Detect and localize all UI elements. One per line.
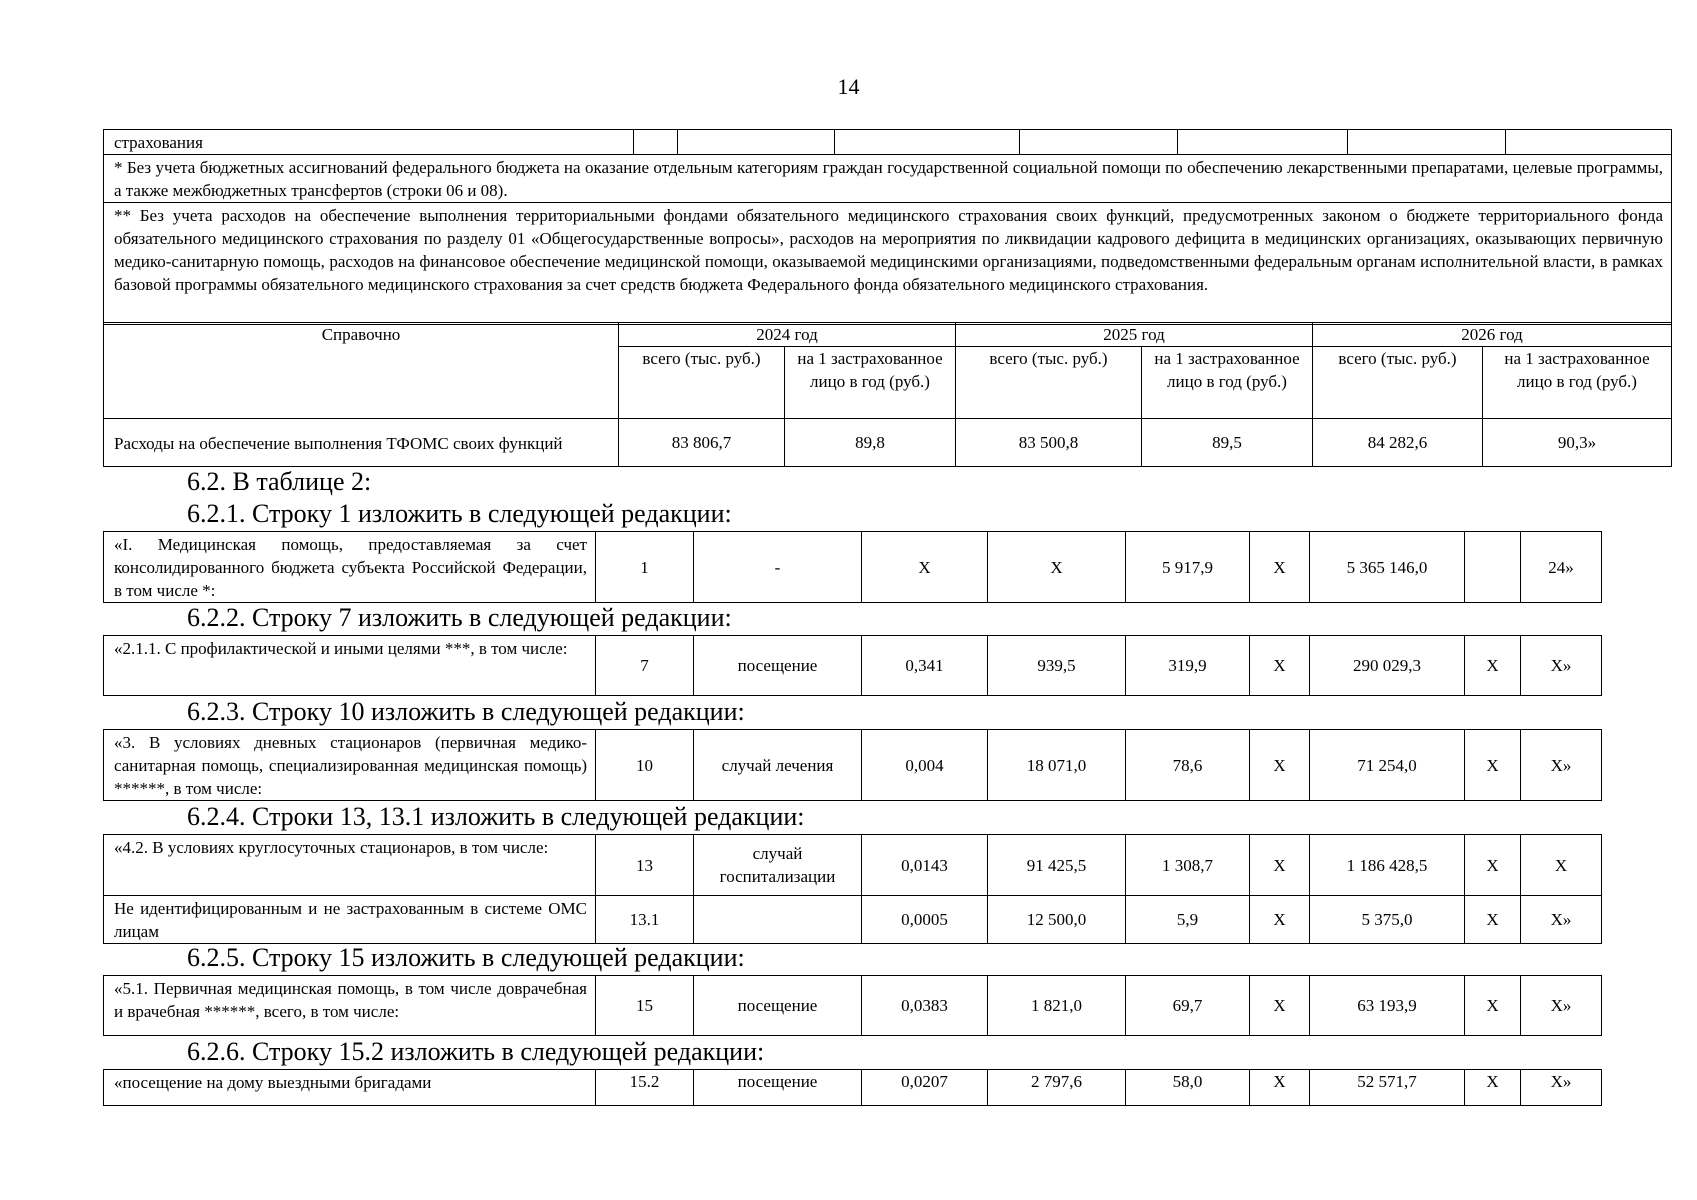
subheader-per-insured: на 1 застрахованное лицо в год (руб.) [785, 347, 956, 419]
row-cell [694, 896, 862, 944]
row-cell: - [694, 532, 862, 603]
row-cell: 5,9 [1126, 896, 1250, 944]
row-cell: X [1465, 636, 1521, 696]
year-2025: 2025 год [956, 323, 1313, 347]
heading-6-2-4: 6.2.4. Строки 13, 13.1 изложить в следующей редакции: [187, 802, 805, 831]
row-cell: 18 071,0 [988, 730, 1126, 801]
row-cell: X [862, 532, 988, 603]
row-label: «I. Медицинская помощь, предоставляемая за счет консолидированного бюджета субъекта Российской Федерации, в том числе *: [104, 532, 596, 603]
value-cell: 90,3» [1483, 419, 1672, 467]
heading-6-2-3: 6.2.3. Строку 10 изложить в следующей редакции: [187, 697, 745, 726]
reference-header-label: Справочно [104, 323, 619, 419]
row-cell: X [1465, 1070, 1521, 1106]
row-cell: 15.2 [596, 1070, 694, 1106]
row-cell: X [1465, 976, 1521, 1036]
subheader-total: всего (тыс. руб.) [1313, 347, 1483, 419]
row-table-7 [103, 635, 1602, 696]
row-cell: 319,9 [1126, 636, 1250, 696]
subheader-per-insured: на 1 застрахованное лицо в год (руб.) [1142, 347, 1313, 419]
year-2026: 2026 год [1313, 323, 1672, 347]
row-cell: X» [1521, 1070, 1602, 1106]
row-label: «5.1. Первичная медицинская помощь, в том числе доврачебная и врачебная ******, всего, в том числе: [104, 976, 596, 1036]
row-table-13 [103, 834, 1602, 944]
heading-6-2-2: 6.2.2. Строку 7 изложить в следующей редакции: [187, 603, 732, 632]
row-cell: посещение [694, 976, 862, 1036]
row-cell: X [1465, 730, 1521, 801]
row-cell: 78,6 [1126, 730, 1250, 801]
row-cell [1465, 532, 1521, 603]
value-cell: 84 282,6 [1313, 419, 1483, 467]
row-table-1 [103, 531, 1602, 603]
row-table-15 [103, 975, 1602, 1036]
row-cell: X [1250, 532, 1310, 603]
row-cell: 15 [596, 976, 694, 1036]
row-cell: 1 [596, 532, 694, 603]
row-cell: 7 [596, 636, 694, 696]
row-cell: X» [1521, 976, 1602, 1036]
row-cell: 0,0143 [862, 835, 988, 896]
row-label: «2.1.1. С профилактической и иными целями ***, в том числе: [104, 636, 596, 696]
row-cell: X [1250, 835, 1310, 896]
row-cell: 24» [1521, 532, 1602, 603]
heading-6-2-6: 6.2.6. Строку 15.2 изложить в следующей редакции: [187, 1037, 765, 1066]
row-cell: X [1521, 835, 1602, 896]
row-cell: 5 365 146,0 [1310, 532, 1465, 603]
footnote-2: ** Без учета расходов на обеспечение выполнения территориальными фондами обязательного медицинского страхования своих функций, предусмотренных законом о бюджете территориального фонда обязательного медицинского страхования по разделу 01 «Общегосударственные вопросы», расходов на мероприятия по ликвидации кадрового дефицита в медицинских организациях, оказывающих первичную медико-санитарную помощь, расходов на финансовое обеспечение медицинской помощи, оказываемой медицинскими организациями, подведомственными федеральным органам исполнительной власти, в рамках базовой программы обязательного медицинского страхования за счет средств бюджета Федерального фонда обязательного медицинского страхования. [104, 203, 1672, 325]
row-cell: посещение [694, 1070, 862, 1106]
continuation-table [103, 129, 1672, 325]
row-cell: случай лечения [694, 730, 862, 801]
row-cell: 13.1 [596, 896, 694, 944]
row-cell: 52 571,7 [1310, 1070, 1465, 1106]
row-table-10 [103, 729, 1602, 801]
row-cell: 1 821,0 [988, 976, 1126, 1036]
row-label: «3. В условиях дневных стационаров (первичная медико-санитарная помощь, специализированная медицинская помощь) ******, в том числе: [104, 730, 596, 801]
row-cell: X [1250, 976, 1310, 1036]
row-label: «посещение на дому выездными бригадами [104, 1070, 596, 1106]
row-cell: 63 193,9 [1310, 976, 1465, 1036]
row-cell: X» [1521, 896, 1602, 944]
row-cell: 0,341 [862, 636, 988, 696]
row-cell: 939,5 [988, 636, 1126, 696]
value-cell: 83 500,8 [956, 419, 1142, 467]
row-cell: 0,0005 [862, 896, 988, 944]
subheader-per-insured: на 1 застрахованное лицо в год (руб.) [1483, 347, 1672, 419]
heading-6-2-5: 6.2.5. Строку 15 изложить в следующей редакции: [187, 943, 745, 972]
heading-6-2-1: 6.2.1. Строку 1 изложить в следующей редакции: [187, 499, 732, 528]
row-cell: 1 186 428,5 [1310, 835, 1465, 896]
row-cell: 91 425,5 [988, 835, 1126, 896]
row-cell: X [1250, 1070, 1310, 1106]
value-cell: 83 806,7 [619, 419, 785, 467]
row-cell: посещение [694, 636, 862, 696]
row-cell: 10 [596, 730, 694, 801]
reference-table [103, 322, 1672, 467]
row-cell: X» [1521, 636, 1602, 696]
year-2024: 2024 год [619, 323, 956, 347]
row-cell: 0,0383 [862, 976, 988, 1036]
subheader-total: всего (тыс. руб.) [956, 347, 1142, 419]
heading-6-2: 6.2. В таблице 2: [187, 467, 372, 496]
row-cell: 2 797,6 [988, 1070, 1126, 1106]
row-cell: X [1250, 896, 1310, 944]
row-cell: 69,7 [1126, 976, 1250, 1036]
row-cell: X [1465, 835, 1521, 896]
row-cell: 58,0 [1126, 1070, 1250, 1106]
page-number: 14 [837, 74, 860, 99]
row-cell: 71 254,0 [1310, 730, 1465, 801]
row-label: Не идентифицированным и не застрахованным в системе ОМС лицам [104, 896, 596, 944]
row-cell: 13 [596, 835, 694, 896]
row-cell: 0,0207 [862, 1070, 988, 1106]
value-cell: 89,8 [785, 419, 956, 467]
row-cell: 5 375,0 [1310, 896, 1465, 944]
row-cell: X [1465, 896, 1521, 944]
row-label: «4.2. В условиях круглосуточных стационаров, в том числе: [104, 835, 596, 896]
value-cell: 89,5 [1142, 419, 1313, 467]
continuation-cell: страхования [104, 130, 634, 155]
row-cell: 290 029,3 [1310, 636, 1465, 696]
row-cell: 5 917,9 [1126, 532, 1250, 603]
row-table-15-2 [103, 1069, 1602, 1106]
subheader-total: всего (тыс. руб.) [619, 347, 785, 419]
footnote-1: * Без учета бюджетных ассигнований федерального бюджета на оказание отдельным категориям граждан государственной социальной помощи по обеспечению лекарственными препаратами, целевые программы, а также межбюджетных трансфертов (строки 06 и 08). [104, 155, 1672, 203]
row-cell: 12 500,0 [988, 896, 1126, 944]
row-cell: X [988, 532, 1126, 603]
row-cell: 1 308,7 [1126, 835, 1250, 896]
row-cell: X» [1521, 730, 1602, 801]
row-cell: 0,004 [862, 730, 988, 801]
row-cell: X [1250, 636, 1310, 696]
row-cell: X [1250, 730, 1310, 801]
reference-row-label: Расходы на обеспечение выполнения ТФОМС своих функций [104, 419, 619, 467]
row-cell: случай госпитализации [694, 835, 862, 896]
